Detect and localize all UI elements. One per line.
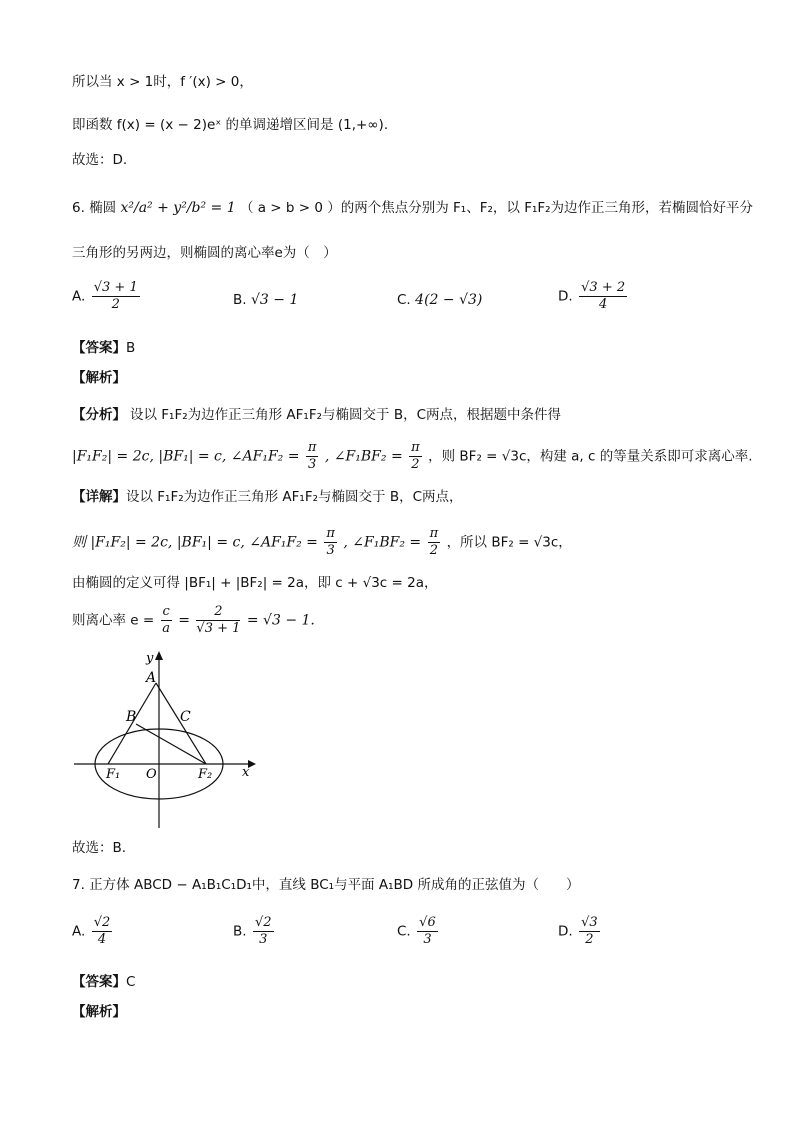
option-d: D. $\frac{√3 + 2}{4}$ xyxy=(558,280,626,312)
detail-line-2: 则 |F₁F₂| = 2c, |BF₁| = c, ∠AF₁F₂ = $\frac{\pi}{3}$ , ∠F₁BF₂ = $\frac{\pi}{2}$ ，所以 BF₂ = √3c， xyxy=(72,526,572,558)
question-6-stem xyxy=(72,198,753,218)
option-d: D. $\frac{√3}{2}$ xyxy=(558,915,598,947)
ellipse-equation: x²/a² + y²/b² = 1 xyxy=(120,200,236,216)
text-line: 即函数 f(x) = (x − 2)eˣ 的单调递增区间是 (1,+∞). xyxy=(72,117,389,133)
option-c: C. 4(2 − √3) xyxy=(397,292,483,308)
label-a: A xyxy=(146,670,157,686)
answer-line xyxy=(72,338,135,358)
label-c: C xyxy=(180,709,191,725)
option-b: B. √3 − 1 xyxy=(233,292,299,308)
option-a: A. $\frac{√3 + 1}{2}$ xyxy=(72,280,138,312)
analysis-line-1: 【分析】 设以 F₁F₂为边作正三角形 AF₁F₂与椭圆交于 B，C两点，根据题中条件得 xyxy=(72,407,562,423)
analysis-tag: 【解析】 xyxy=(72,1004,126,1020)
option-c: C. $\frac{√6}{3}$ xyxy=(397,915,436,947)
answer-value: C xyxy=(126,974,136,990)
analysis-line-2: |F₁F₂| = 2c, |BF₁| = c, ∠AF₁F₂ = $\frac{\pi}{3}$ , ∠F₁BF₂ = $\frac{\pi}{2}$ ，则 BF₂ = √3c，构建 a, c 的等量关系即可求离心率. xyxy=(72,440,753,472)
question-7-stem xyxy=(72,875,579,895)
option-a: A. $\frac{√2}{4}$ xyxy=(72,915,111,947)
question-number: 6. xyxy=(72,200,85,216)
label-x: x xyxy=(242,765,250,780)
label-y: y xyxy=(146,651,154,666)
answer-tag: 【答案】 xyxy=(72,340,126,356)
answer-line xyxy=(72,972,135,992)
y-axis-arrow xyxy=(155,651,163,660)
choose-line: 故选：B. xyxy=(72,840,127,856)
question-number: 7. xyxy=(72,877,85,893)
label-f1: F₁ xyxy=(106,767,121,782)
stem-text: 椭圆 xyxy=(89,200,117,216)
text-line: 所以当 x > 1时，f ′(x) > 0， xyxy=(72,74,253,90)
option-b: B. $\frac{√2}{3}$ xyxy=(233,915,272,947)
detail-line-4: 则离心率 e = $\frac{c}{a}$ = $\frac{2}{√3 + 1}$ = √3 − 1. xyxy=(72,604,315,636)
analysis-tag: 【解析】 xyxy=(72,370,126,386)
text-line: 故选：D. xyxy=(72,152,128,168)
stem-text: 正方体 ABCD − A₁B₁C₁D₁中，直线 BC₁与平面 A₁BD 所成角的正弦值为（ ） xyxy=(89,877,580,893)
question-6-stem-cont: 三角形的另两边，则椭圆的离心率e为（ ） xyxy=(72,245,337,261)
ellipse-figure xyxy=(70,648,260,833)
answer-value: B xyxy=(126,340,136,356)
detail-line-1: 【详解】设以 F₁F₂为边作正三角形 AF₁F₂与椭圆交于 B，C两点， xyxy=(72,489,463,505)
stem-text: （ a > b > 0 ）的两个焦点分别为 F₁、F₂，以 F₁F₂为边作正三角形，若椭圆恰好平分 xyxy=(239,200,754,216)
label-b: B xyxy=(126,709,137,725)
label-f2: F₂ xyxy=(198,767,213,782)
detail-line-3: 由椭圆的定义可得 |BF₁| + |BF₂| = 2a，即 c + √3c = 2a， xyxy=(72,575,438,591)
label-o: O xyxy=(146,767,157,782)
answer-tag: 【答案】 xyxy=(72,974,126,990)
